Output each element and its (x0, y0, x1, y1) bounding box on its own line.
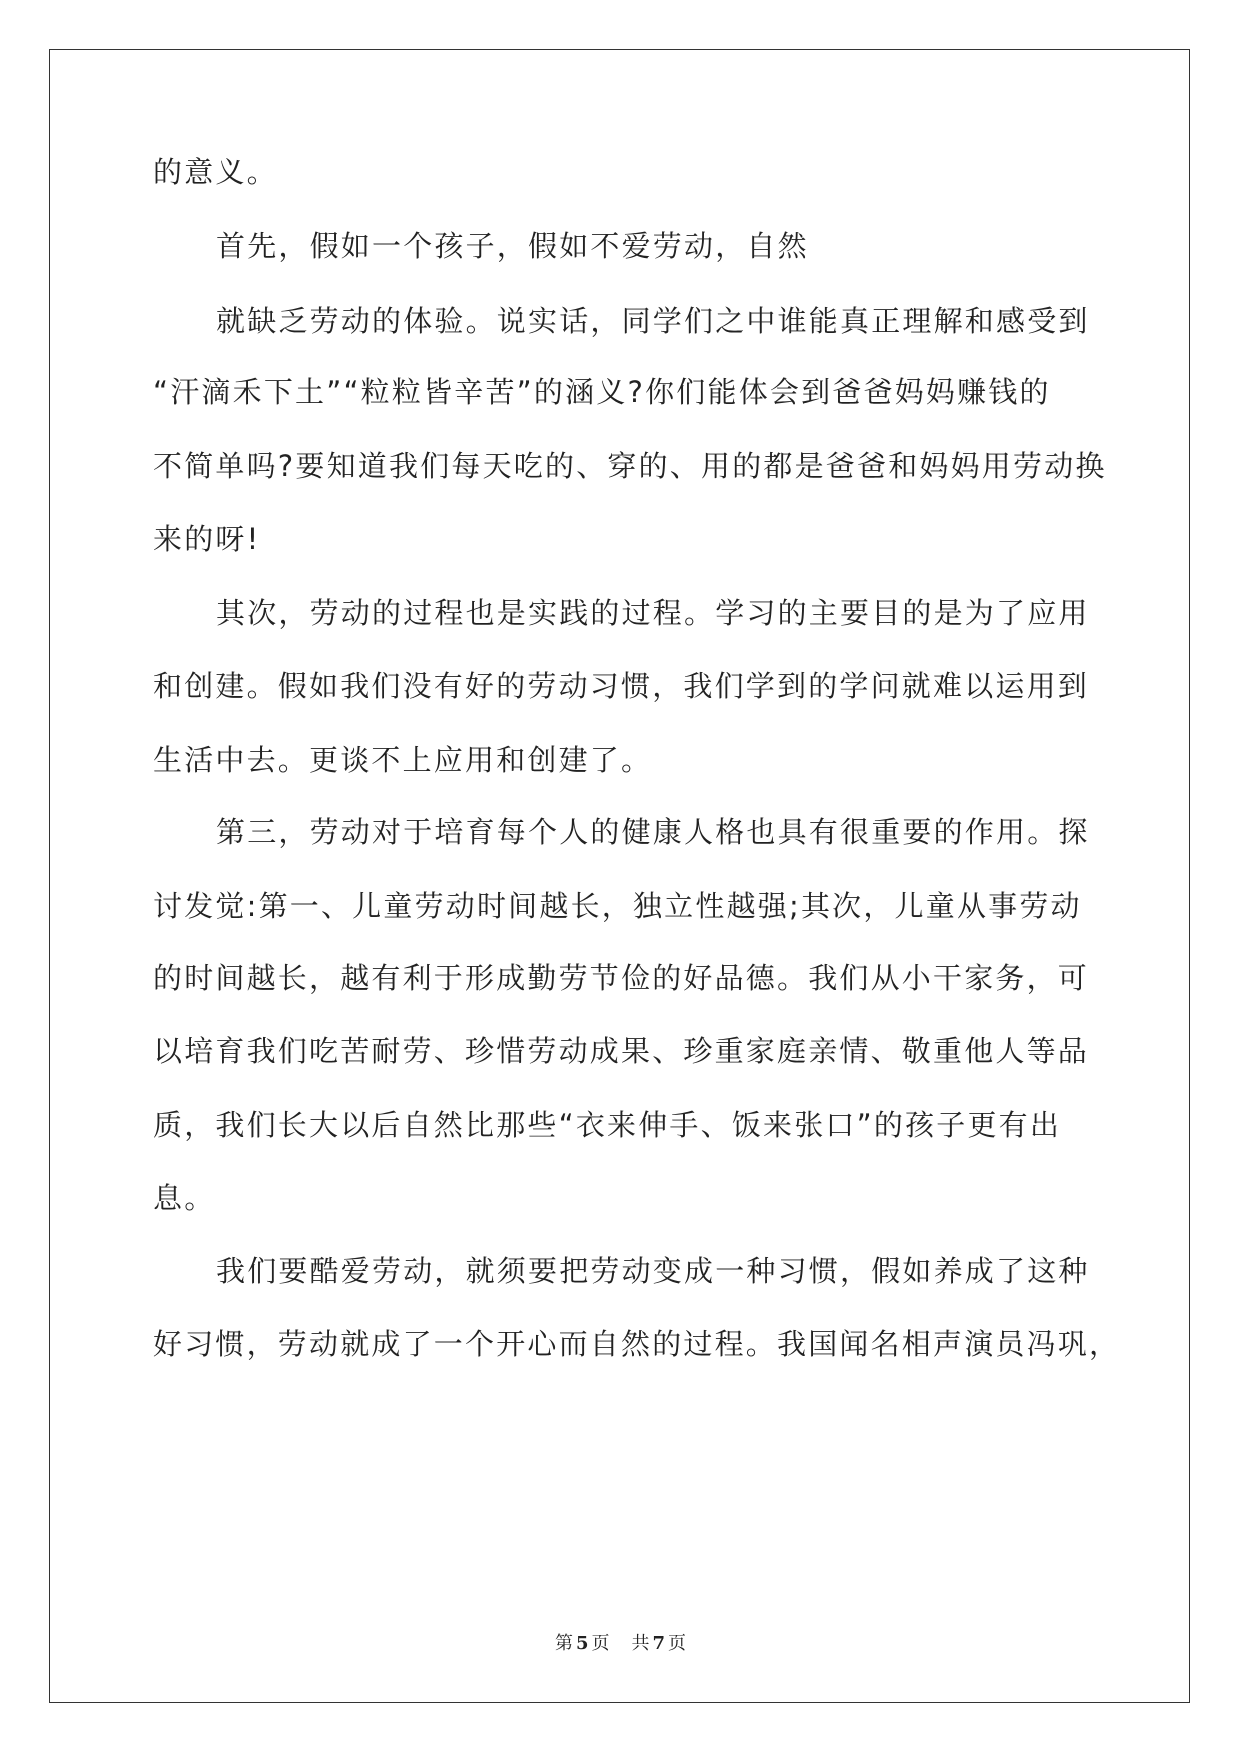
text-line-2: 首先，假如一个孩子，假如不爱劳动，自然 (216, 229, 809, 263)
text-line-9: 生活中去。更谈不上应用和创建了。 (153, 743, 653, 777)
total-prefix: 共 (631, 1633, 650, 1654)
total-suffix: 页 (668, 1633, 687, 1654)
page-suffix: 页 (591, 1633, 610, 1654)
page-border (49, 49, 1190, 1703)
text-line-16: 我们要酷爱劳动，就须要把劳动变成一种习惯，假如养成了这种 (216, 1254, 1090, 1288)
page-total: 7 (652, 1633, 666, 1654)
page-footer (0, 1632, 1241, 1656)
text-line-14: 质，我们长大以后自然比那些“衣来伸手、饭来张口”的孩子更有出 (153, 1108, 1062, 1142)
text-line-13: 以培育我们吃苦耐劳、珍惜劳动成果、珍重家庭亲情、敬重他人等品 (153, 1034, 1090, 1068)
text-line-11: 讨发觉:第一、儿童劳动时间越长，独立性越强;其次，儿童从事劳动 (153, 889, 1082, 923)
text-line-12: 的时间越长，越有利于形成勤劳节俭的好品德。我们从小干家务，可 (153, 961, 1090, 995)
text-line-1: 的意义。 (153, 155, 278, 189)
text-line-4: “汗滴禾下土”“粒粒皆辛苦”的涵义?你们能体会到爸爸妈妈赚钱的 (153, 375, 1051, 409)
text-line-7: 其次，劳动的过程也是实践的过程。学习的主要目的是为了应用 (216, 596, 1090, 630)
text-line-10: 第三，劳动对于培育每个人的健康人格也具有很重要的作用。探 (216, 815, 1090, 849)
text-line-5: 不简单吗?要知道我们每天吃的、穿的、用的都是爸爸和妈妈用劳动换 (153, 449, 1107, 483)
text-line-8: 和创建。假如我们没有好的劳动习惯，我们学到的学问就难以运用到 (153, 669, 1090, 703)
page-current: 5 (575, 1633, 589, 1654)
page-prefix: 第 (554, 1633, 573, 1654)
text-line-3: 就缺乏劳动的体验。说实话，同学们之中谁能真正理解和感受到 (216, 304, 1090, 338)
text-line-6: 来的呀! (153, 522, 261, 556)
text-line-15: 息。 (153, 1181, 216, 1215)
text-line-17: 好习惯，劳动就成了一个开心而自然的过程。我国闻名相声演员冯巩， (153, 1327, 1121, 1361)
